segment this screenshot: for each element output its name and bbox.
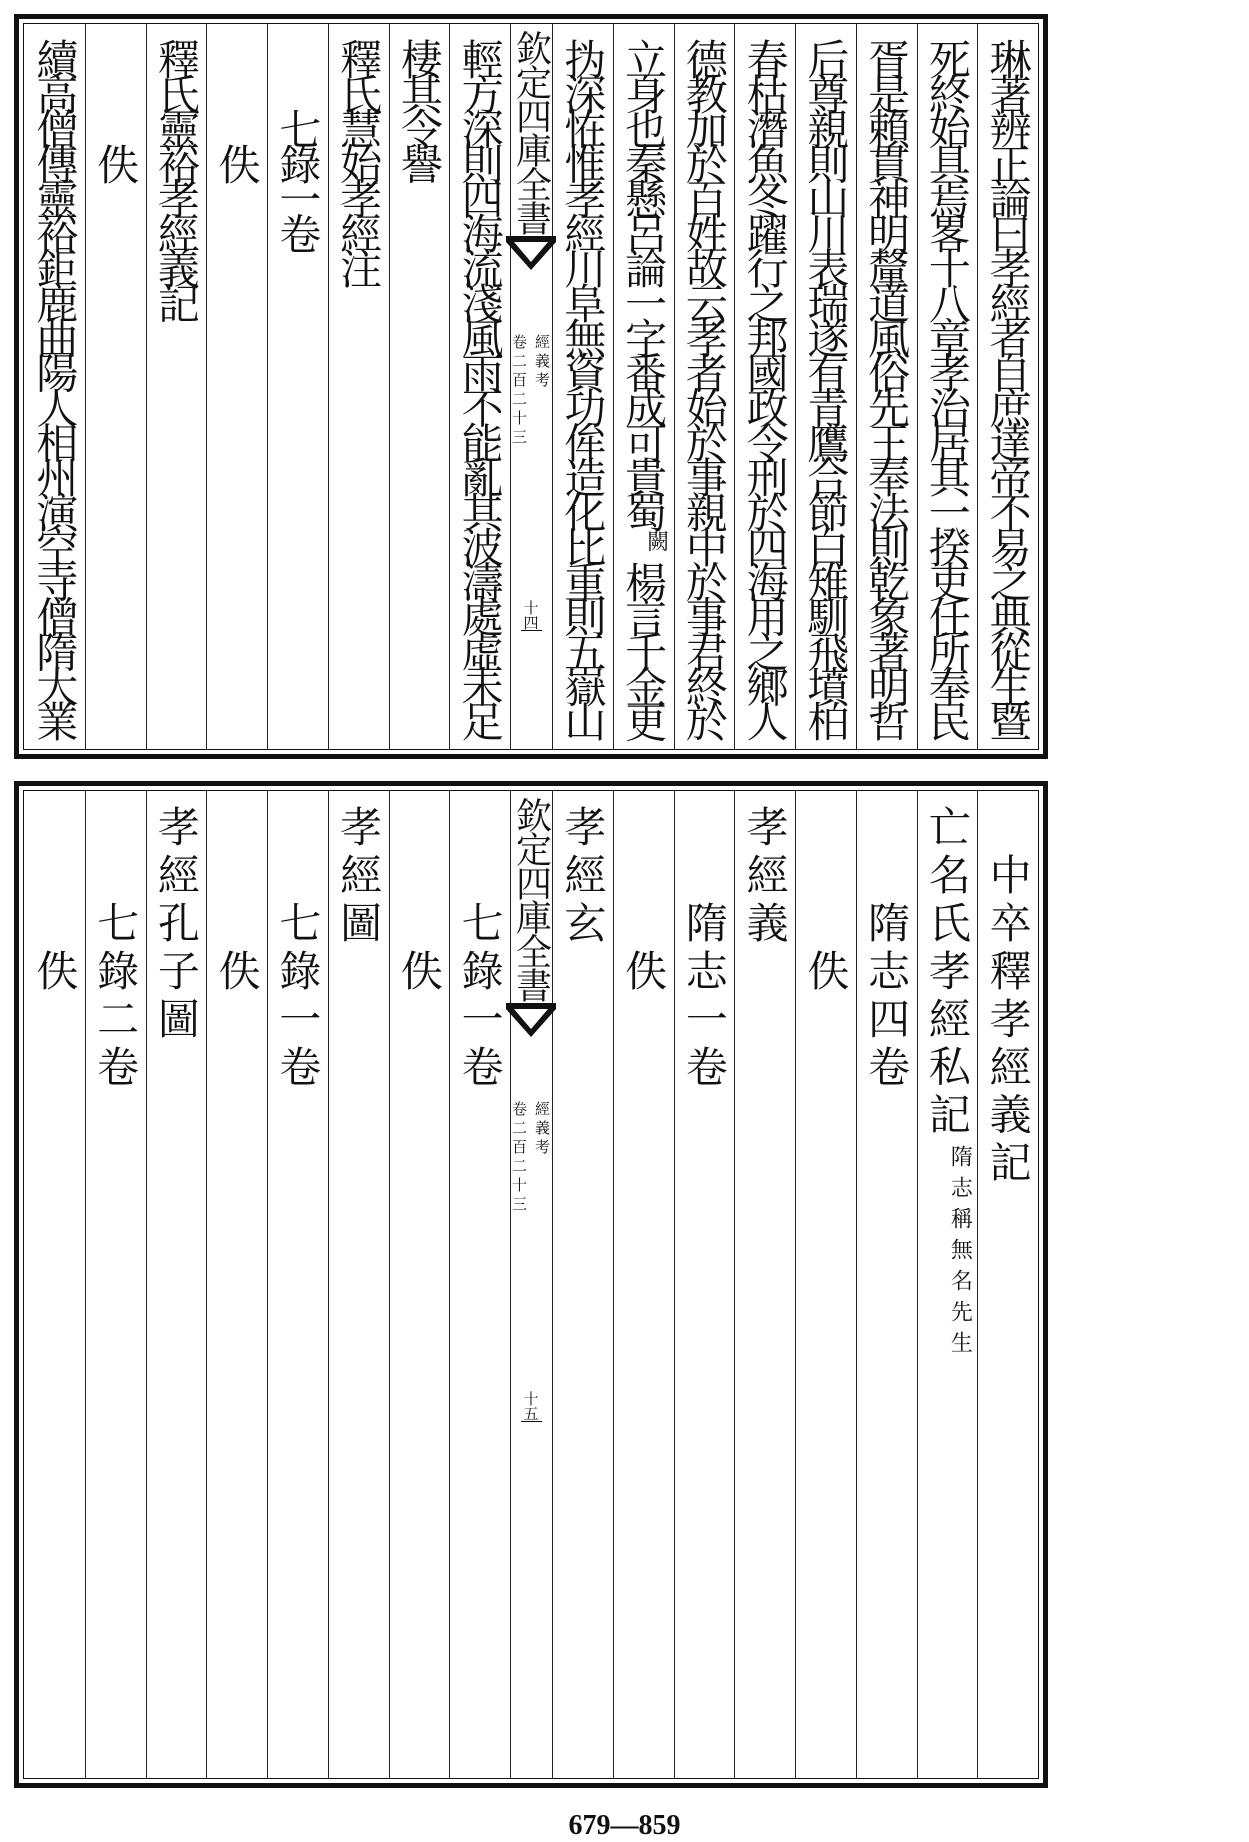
text-column [267, 24, 328, 749]
column-text: 德教加於百姓故云孝者始於事親中於事君終於 [679, 38, 729, 736]
column-text: 佚 [212, 142, 262, 178]
column-text: 續高僧傳靈裕鉅鹿曲陽人相州演空寺僧隋大業 [30, 38, 80, 736]
text-column [449, 24, 510, 749]
spine-title: 欽定四庫全書 [510, 30, 552, 234]
text-column [917, 791, 978, 1778]
column-text: 佚 [91, 142, 141, 178]
column-text: 佚 [212, 948, 262, 997]
annotation-note: 闕 [643, 529, 669, 561]
column-text: 釋氏慧始孝經注 [334, 38, 384, 282]
column-text: 隋志一卷 [679, 900, 729, 1093]
text-column [613, 24, 674, 749]
text-column [917, 24, 978, 749]
column-text: 佚 [394, 948, 444, 997]
text-column [674, 791, 735, 1778]
column-text: 孝經孔子圖 [151, 805, 201, 1045]
text-column [328, 24, 389, 749]
fish-tail-ornament [504, 1001, 558, 1041]
column-text: 楊言千金更 [619, 560, 669, 736]
text-column [795, 791, 856, 1778]
page-frame [23, 790, 1039, 1779]
column-text: 中卒釋孝經義記 [983, 852, 1033, 1189]
text-column [389, 791, 450, 1778]
column-text: 七錄二卷 [91, 900, 141, 1093]
text-column [449, 791, 510, 1778]
page-panel-top [14, 14, 1048, 759]
page-number: 679—859 [568, 1810, 681, 1841]
column-text: 輕方深則四海流淺風雨不能亂其波濤處虛未足 [455, 38, 505, 736]
column-text: 孝經玄 [558, 805, 608, 949]
column-text: 死終始具焉畧十八章孝治居其一揆吏任所奉民 [922, 38, 972, 736]
column-text: 孝經圖 [334, 805, 384, 949]
fish-tail-ornament [504, 234, 558, 274]
column-text: 佚 [801, 948, 851, 997]
text-column [856, 24, 917, 749]
spine-volume: 卷二百二十三 [510, 1101, 528, 1215]
text-column [328, 791, 389, 1778]
spine-title: 欽定四庫全書 [510, 797, 552, 1001]
column-text: 琳著辨正論曰孝經者自庶達帝不易之典從生暨 [983, 38, 1033, 736]
column-text: 佚 [619, 948, 669, 997]
book-spine [510, 791, 552, 1778]
column-text: 立身也秦懸呂論一字番成可貴蜀 [619, 38, 669, 526]
column-text: 㧑深恠惟孝經川阜無資功侔造化比重則五嶽山 [558, 38, 608, 736]
text-column [267, 791, 328, 1778]
column-text: 胥是賴貫神明釐道風俗先王奉法則乾象著明哲 [862, 38, 912, 736]
text-column [85, 24, 146, 749]
column-text: 孝經義 [740, 805, 790, 949]
page-frame [23, 23, 1039, 750]
text-column [389, 24, 450, 749]
text-column [146, 791, 207, 1778]
text-column [674, 24, 735, 749]
spine-page-number: 十五 [521, 1391, 540, 1421]
text-column [856, 791, 917, 1778]
text-column [977, 24, 1038, 749]
text-column [734, 24, 795, 749]
column-text: 佚 [30, 948, 80, 997]
column-text: 釋氏靈裕孝經義記 [151, 38, 201, 317]
text-column [85, 791, 146, 1778]
book-spine [510, 24, 552, 749]
text-column [795, 24, 856, 749]
text-column [552, 791, 613, 1778]
column-text: 七錄一卷 [455, 900, 505, 1093]
text-column [24, 24, 85, 749]
text-column [146, 24, 207, 749]
column-text: 春枯潛魚冬躍行之邦國政令刑於四海用之鄉人 [740, 38, 790, 736]
spine-source: 經義考 [533, 334, 551, 391]
column-text: 隋志四卷 [862, 900, 912, 1093]
spine-page-number: 十四 [521, 600, 540, 630]
column-text: 棲其令譽 [394, 38, 444, 178]
text-column [206, 24, 267, 749]
text-column [734, 791, 795, 1778]
column-text: 七錄一卷 [273, 107, 323, 248]
text-column [206, 791, 267, 1778]
page-panel-bottom [14, 781, 1048, 1788]
column-text: 后尊親則山川表瑞遂有青鷹合節白雉馴飛墳柏 [801, 38, 851, 736]
spine-volume: 卷二百二十三 [510, 334, 528, 448]
text-column [24, 791, 85, 1778]
column-text: 亡名氏孝經私記 [922, 805, 972, 1141]
spine-source: 經義考 [533, 1101, 551, 1158]
annotation-note: 隋志稱無名先生 [947, 1144, 973, 1362]
text-column [977, 791, 1038, 1778]
column-text: 七錄一卷 [273, 900, 323, 1093]
text-column [552, 24, 613, 749]
text-column [613, 791, 674, 1778]
